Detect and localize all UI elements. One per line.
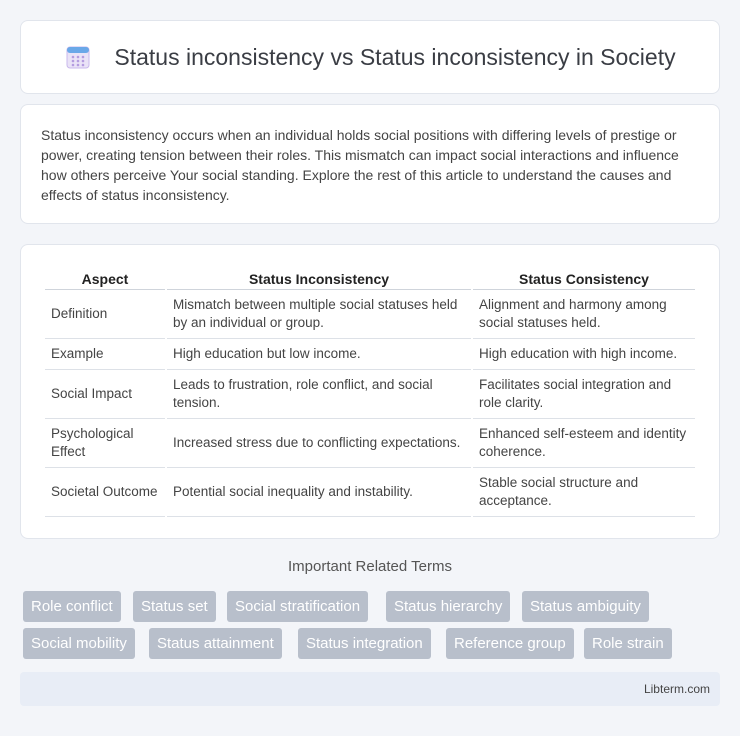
tag-role-conflict[interactable]: Role conflict <box>23 591 121 622</box>
table-row <box>45 290 695 339</box>
table-cell: Social Impact <box>45 370 165 419</box>
tag-role-strain[interactable]: Role strain <box>584 628 672 659</box>
table-header: Status Inconsistency <box>167 267 471 290</box>
table-row <box>45 468 695 517</box>
table-cell: Definition <box>45 290 165 339</box>
footer-site-link[interactable]: Libterm.com <box>643 682 710 696</box>
tag-social-stratification[interactable]: Social stratification <box>227 591 368 622</box>
intro-text: Status inconsistency occurs when an individual holds social positions with differing levels of prestige or power, creating tension between their roles. This mismatch can impact social interactions and influence how others perceive Your social standing. Explore the rest of this article to understand the causes and effects of status inconsistency. <box>41 127 679 203</box>
table-cell: High education but low income. <box>167 339 471 370</box>
comparison-table <box>43 267 697 517</box>
tag-status-set[interactable]: Status set <box>133 591 216 622</box>
table-cell: Example <box>45 339 165 370</box>
table-cell: Potential social inequality and instability. <box>167 468 471 517</box>
page-title: Status inconsistency vs Status inconsistency in Society <box>114 43 676 70</box>
tag-status-ambiguity[interactable]: Status ambiguity <box>522 591 649 622</box>
related-terms-title: Important Related Terms <box>288 558 452 575</box>
table-cell: Increased stress due to conflicting expectations. <box>167 419 471 468</box>
table-cell: Stable social structure and acceptance. <box>473 468 695 517</box>
calendar-icon <box>64 43 92 71</box>
table-cell: Alignment and harmony among social statuses held. <box>473 290 695 339</box>
tag-status-attainment[interactable]: Status attainment <box>149 628 282 659</box>
table-header: Status Consistency <box>473 267 695 290</box>
table-cell: Enhanced self-esteem and identity coherence. <box>473 419 695 468</box>
table-cell: Facilitates social integration and role clarity. <box>473 370 695 419</box>
tag-status-integration[interactable]: Status integration <box>298 628 431 659</box>
intro-card <box>20 104 720 224</box>
comparison-card <box>20 244 720 539</box>
tag-social-mobility[interactable]: Social mobility <box>23 628 135 659</box>
table-header: Aspect <box>45 267 165 290</box>
table-row <box>45 339 695 370</box>
table-cell: Mismatch between multiple social statuses held by an individual or group. <box>167 290 471 339</box>
table-row <box>45 370 695 419</box>
table-cell: High education with high income. <box>473 339 695 370</box>
table-row <box>45 419 695 468</box>
tag-reference-group[interactable]: Reference group <box>446 628 574 659</box>
header-card <box>20 20 720 94</box>
tag-status-hierarchy[interactable]: Status hierarchy <box>386 591 510 622</box>
table-cell: Psychological Effect <box>45 419 165 468</box>
footer <box>20 672 720 706</box>
table-cell: Leads to frustration, role conflict, and social tension. <box>167 370 471 419</box>
table-cell: Societal Outcome <box>45 468 165 517</box>
